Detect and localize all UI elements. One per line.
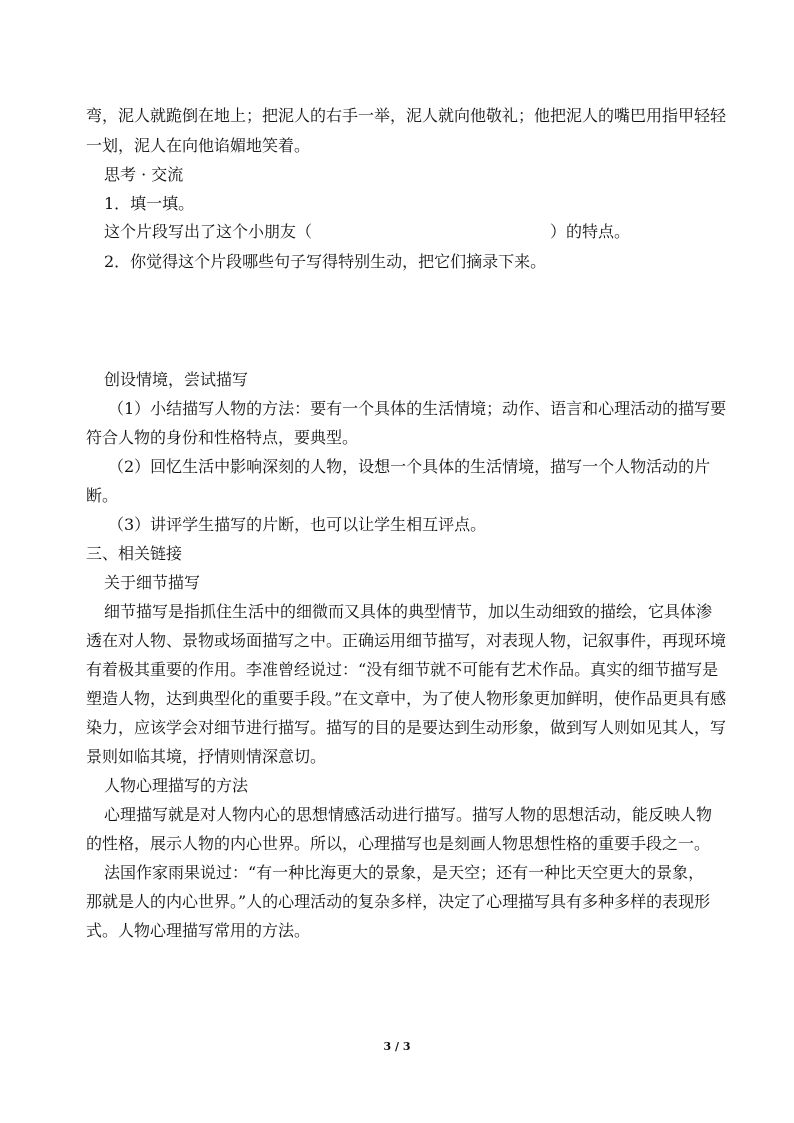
- section-heading-links: 三、相关链接: [86, 544, 183, 563]
- question-1: 1．填一填。: [104, 194, 195, 213]
- detail-line-4: 塑造人物，达到典型化的重要手段。”在文章中，为了使人物形象更加鲜明，使作品更具有感: [86, 689, 727, 708]
- story-line-1: 弯，泥人就跪倒在地上；把泥人的右手一举，泥人就向他敬礼；他把泥人的嘴巴用指甲轻轻: [86, 106, 727, 125]
- psych-line-4: 那就是人的内心世界。”人的心理活动的复杂多样，决定了心理描写具有多种多样的表现形: [86, 892, 711, 911]
- detail-line-6: 景则如临其境，抒情则情深意切。: [86, 747, 327, 766]
- psych-line-3: 法国作家雨果说过：“有一种比海更大的景象，是天空；还有一种比天空更大的景象，: [104, 863, 705, 882]
- detail-line-3: 有着极其重要的作用。李准曾经说过：“没有细节就不可能有艺术作品。真实的细节描写是: [86, 660, 719, 679]
- question-2: 2．你觉得这个片段哪些句子写得特别生动，把它们摘录下来。: [104, 252, 547, 271]
- detail-line-2: 透在对人物、景物或场面描写之中。正确运用细节描写，对表现人物，记叙事件，再现环境: [86, 631, 727, 650]
- psych-line-5: 式。人物心理描写常用的方法。: [86, 921, 311, 940]
- detail-line-5: 染力，应该学会对细节进行描写。描写的目的是要达到生动形象，做到写人则如见其人，写: [86, 718, 727, 737]
- scene-point-2-line-2: 断。: [86, 486, 119, 505]
- psych-line-1: 心理描写就是对人物内心的思想情感活动进行描写。描写人物的思想活动，能反映人物: [104, 805, 713, 824]
- page-number: 3 / 3: [383, 1040, 411, 1053]
- scene-point-3: （3）讲评学生描写的片断，也可以让学生相互评点。: [108, 515, 487, 534]
- scene-point-2-line-1: （2）回忆生活中影响深刻的人物，设想一个具体的生活情境，描写一个人物活动的片: [108, 457, 711, 476]
- scene-heading: 创设情境，尝试描写: [104, 370, 249, 389]
- psych-line-2: 的性格，展示人物的内心世界。所以，心理描写也是刻画人物思想性格的重要手段之一。: [86, 834, 711, 853]
- story-line-2: 一划，泥人在向他谄媚地笑着。: [86, 136, 311, 155]
- fill-blank-prefix: 这个片段写出了这个小朋友（: [104, 222, 313, 241]
- psych-title: 人物心理描写的方法: [104, 776, 249, 795]
- scene-point-1-line-2: 符合人物的身份和性格特点，要典型。: [86, 428, 359, 447]
- scene-point-1-line-1: （1）小结描写人物的方法：要有一个具体的生活情境；动作、语言和心理活动的描写要: [108, 399, 727, 418]
- think-heading: 思考 · 交流: [104, 165, 184, 184]
- fill-blank-sentence: [104, 222, 630, 242]
- detail-line-1: 细节描写是指抓住生活中的细微而又具体的典型情节，加以生动细致的描绘，它具体渗: [104, 602, 713, 621]
- fill-blank-suffix: ）的特点。: [550, 222, 631, 241]
- detail-title: 关于细节描写: [104, 573, 201, 592]
